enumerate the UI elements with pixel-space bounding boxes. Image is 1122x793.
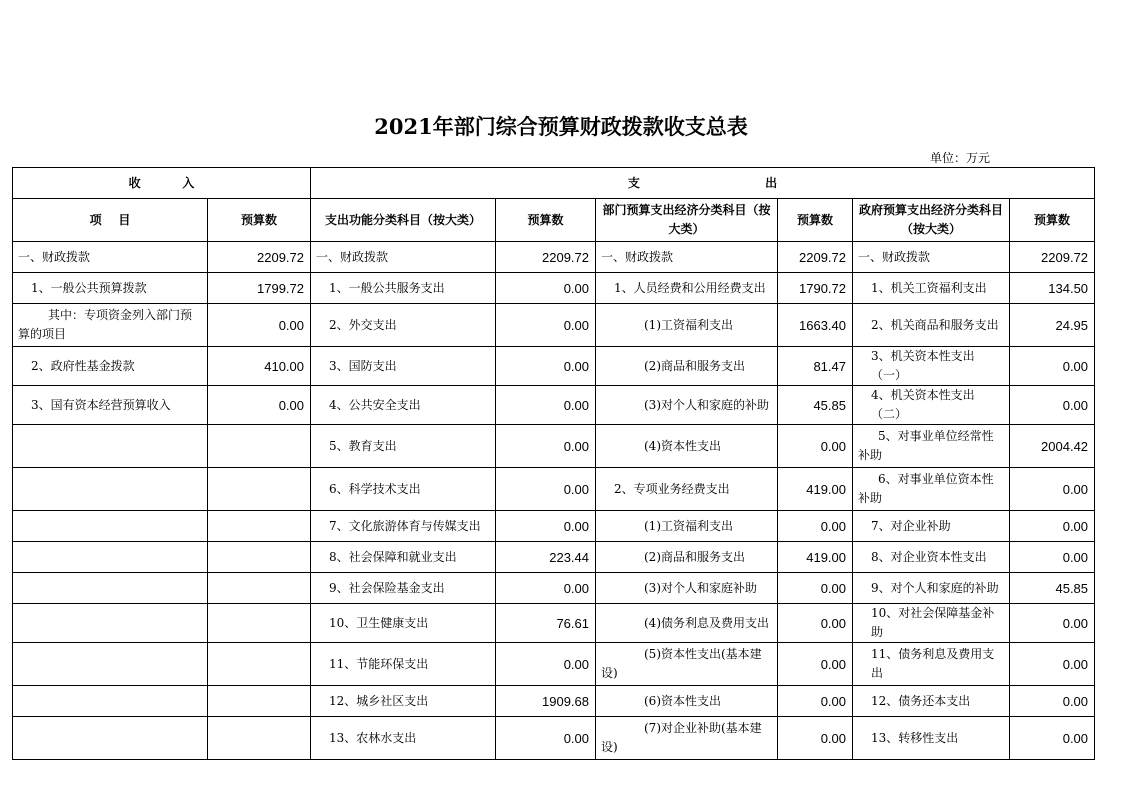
income-value [208,511,311,542]
gov-item: 6、对事业单位资本性补助 [853,468,1010,511]
func-value: 223.44 [496,542,596,573]
income-item [13,643,208,686]
dept-item: (5)资本性支出(基本建设) [596,643,778,686]
income-item: 1、一般公共预算拨款 [13,273,208,304]
dept-item: (1)工资福利支出 [596,511,778,542]
dept-item: 一、财政拨款 [596,242,778,273]
dept-value: 0.00 [778,643,853,686]
func-value: 0.00 [496,273,596,304]
table-row [13,304,1095,347]
col-func-header: 支出功能分类科目（按大类） [311,199,496,242]
dept-value: 0.00 [778,686,853,717]
func-item: 12、城乡社区支出 [311,686,496,717]
income-item [13,686,208,717]
income-value [208,573,311,604]
func-item: 6、科学技术支出 [311,468,496,511]
dept-value: 419.00 [778,542,853,573]
dept-item: (2)商品和服务支出 [596,347,778,386]
table-row [13,643,1095,686]
gov-value: 2004.42 [1010,425,1095,468]
dept-value: 1790.72 [778,273,853,304]
table-row [13,573,1095,604]
col-dept-header: 部门预算支出经济分类科目（按大类） [596,199,778,242]
income-header: 收 入 [13,168,311,199]
gov-value: 2209.72 [1010,242,1095,273]
gov-value: 0.00 [1010,643,1095,686]
table-row [13,542,1095,573]
budget-table [12,167,1095,760]
gov-value: 0.00 [1010,717,1095,760]
func-value: 0.00 [496,468,596,511]
dept-item: (3)对个人和家庭的补助 [596,386,778,425]
func-value: 0.00 [496,347,596,386]
gov-item: 13、转移性支出 [853,717,1010,760]
func-item: 一、财政拨款 [311,242,496,273]
gov-value: 0.00 [1010,511,1095,542]
expense-header: 支 出 [311,168,1095,199]
income-item [13,573,208,604]
income-value [208,468,311,511]
gov-item: 12、债务还本支出 [853,686,1010,717]
dept-item: 1、人员经费和公用经费支出 [596,273,778,304]
gov-value: 0.00 [1010,347,1095,386]
col-budget-header: 预算数 [1010,199,1095,242]
func-value: 0.00 [496,643,596,686]
gov-item: 1、机关工资福利支出 [853,273,1010,304]
dept-item: (4)资本性支出 [596,425,778,468]
gov-value: 0.00 [1010,468,1095,511]
income-value [208,604,311,643]
income-item [13,511,208,542]
gov-item: 10、对社会保障基金补助 [853,604,1010,643]
dept-value: 2209.72 [778,242,853,273]
income-item: 2、政府性基金拨款 [13,347,208,386]
func-value: 1909.68 [496,686,596,717]
table-row [13,425,1095,468]
dept-value: 419.00 [778,468,853,511]
func-value: 0.00 [496,511,596,542]
table-row [13,347,1095,386]
dept-value: 81.47 [778,347,853,386]
gov-item: 8、对企业资本性支出 [853,542,1010,573]
gov-value: 0.00 [1010,386,1095,425]
gov-value: 45.85 [1010,573,1095,604]
gov-item: 3、机关资本性支出（一） [853,347,1010,386]
income-value: 0.00 [208,386,311,425]
func-item: 11、节能环保支出 [311,643,496,686]
func-value: 0.00 [496,425,596,468]
dept-item: (2)商品和服务支出 [596,542,778,573]
dept-value: 0.00 [778,717,853,760]
page-title: 2021年部门综合预算财政拨款收支总表 [374,114,748,139]
func-value: 0.00 [496,573,596,604]
gov-value: 0.00 [1010,542,1095,573]
income-value: 0.00 [208,304,311,347]
func-item: 7、文化旅游体育与传媒支出 [311,511,496,542]
income-item [13,542,208,573]
func-item: 4、公共安全支出 [311,386,496,425]
income-item [13,425,208,468]
gov-item: 11、债务利息及费用支出 [853,643,1010,686]
header-row-top [13,168,1095,199]
gov-value: 24.95 [1010,304,1095,347]
table-row [13,604,1095,643]
gov-value: 134.50 [1010,273,1095,304]
table-row [13,511,1095,542]
gov-item: 9、对个人和家庭的补助 [853,573,1010,604]
func-value: 0.00 [496,717,596,760]
func-item: 9、社会保险基金支出 [311,573,496,604]
dept-value: 0.00 [778,511,853,542]
func-value: 0.00 [496,386,596,425]
income-value [208,542,311,573]
dept-value: 0.00 [778,573,853,604]
col-budget-header: 预算数 [208,199,311,242]
income-item: 一、财政拨款 [13,242,208,273]
income-item [13,717,208,760]
table-row [13,273,1095,304]
func-item: 2、外交支出 [311,304,496,347]
dept-item: (1)工资福利支出 [596,304,778,347]
income-value [208,686,311,717]
income-item: 3、国有资本经营预算收入 [13,386,208,425]
unit-label: 单位：万元 [930,151,991,165]
func-item: 1、一般公共服务支出 [311,273,496,304]
func-value: 2209.72 [496,242,596,273]
gov-item: 4、机关资本性支出（二） [853,386,1010,425]
gov-item: 7、对企业补助 [853,511,1010,542]
dept-item: (6)资本性支出 [596,686,778,717]
income-value [208,425,311,468]
dept-item: (3)对个人和家庭补助 [596,573,778,604]
func-item: 13、农林水支出 [311,717,496,760]
func-item: 10、卫生健康支出 [311,604,496,643]
gov-item: 5、对事业单位经常性补助 [853,425,1010,468]
income-value [208,643,311,686]
col-item-header: 项 目 [13,199,208,242]
dept-value: 45.85 [778,386,853,425]
gov-value: 0.00 [1010,686,1095,717]
dept-value: 1663.40 [778,304,853,347]
income-item [13,604,208,643]
func-value: 76.61 [496,604,596,643]
dept-item: (4)债务利息及费用支出 [596,604,778,643]
table-row [13,386,1095,425]
gov-item: 2、机关商品和服务支出 [853,304,1010,347]
income-item [13,468,208,511]
income-item: 其中：专项资金列入部门预算的项目 [13,304,208,347]
table-row [13,686,1095,717]
income-value [208,717,311,760]
col-budget-header: 预算数 [496,199,596,242]
col-budget-header: 预算数 [778,199,853,242]
dept-item: 2、专项业务经费支出 [596,468,778,511]
income-value: 410.00 [208,347,311,386]
func-item: 8、社会保障和就业支出 [311,542,496,573]
income-value: 2209.72 [208,242,311,273]
func-item: 3、国防支出 [311,347,496,386]
dept-value: 0.00 [778,425,853,468]
table-row [13,717,1095,760]
gov-value: 0.00 [1010,604,1095,643]
dept-item: (7)对企业补助(基本建设) [596,717,778,760]
table-row [13,242,1095,273]
header-row-columns [13,199,1095,242]
func-item: 5、教育支出 [311,425,496,468]
col-gov-header: 政府预算支出经济分类科目（按大类） [853,199,1010,242]
dept-value: 0.00 [778,604,853,643]
func-value: 0.00 [496,304,596,347]
income-value: 1799.72 [208,273,311,304]
gov-item: 一、财政拨款 [853,242,1010,273]
table-row [13,468,1095,511]
